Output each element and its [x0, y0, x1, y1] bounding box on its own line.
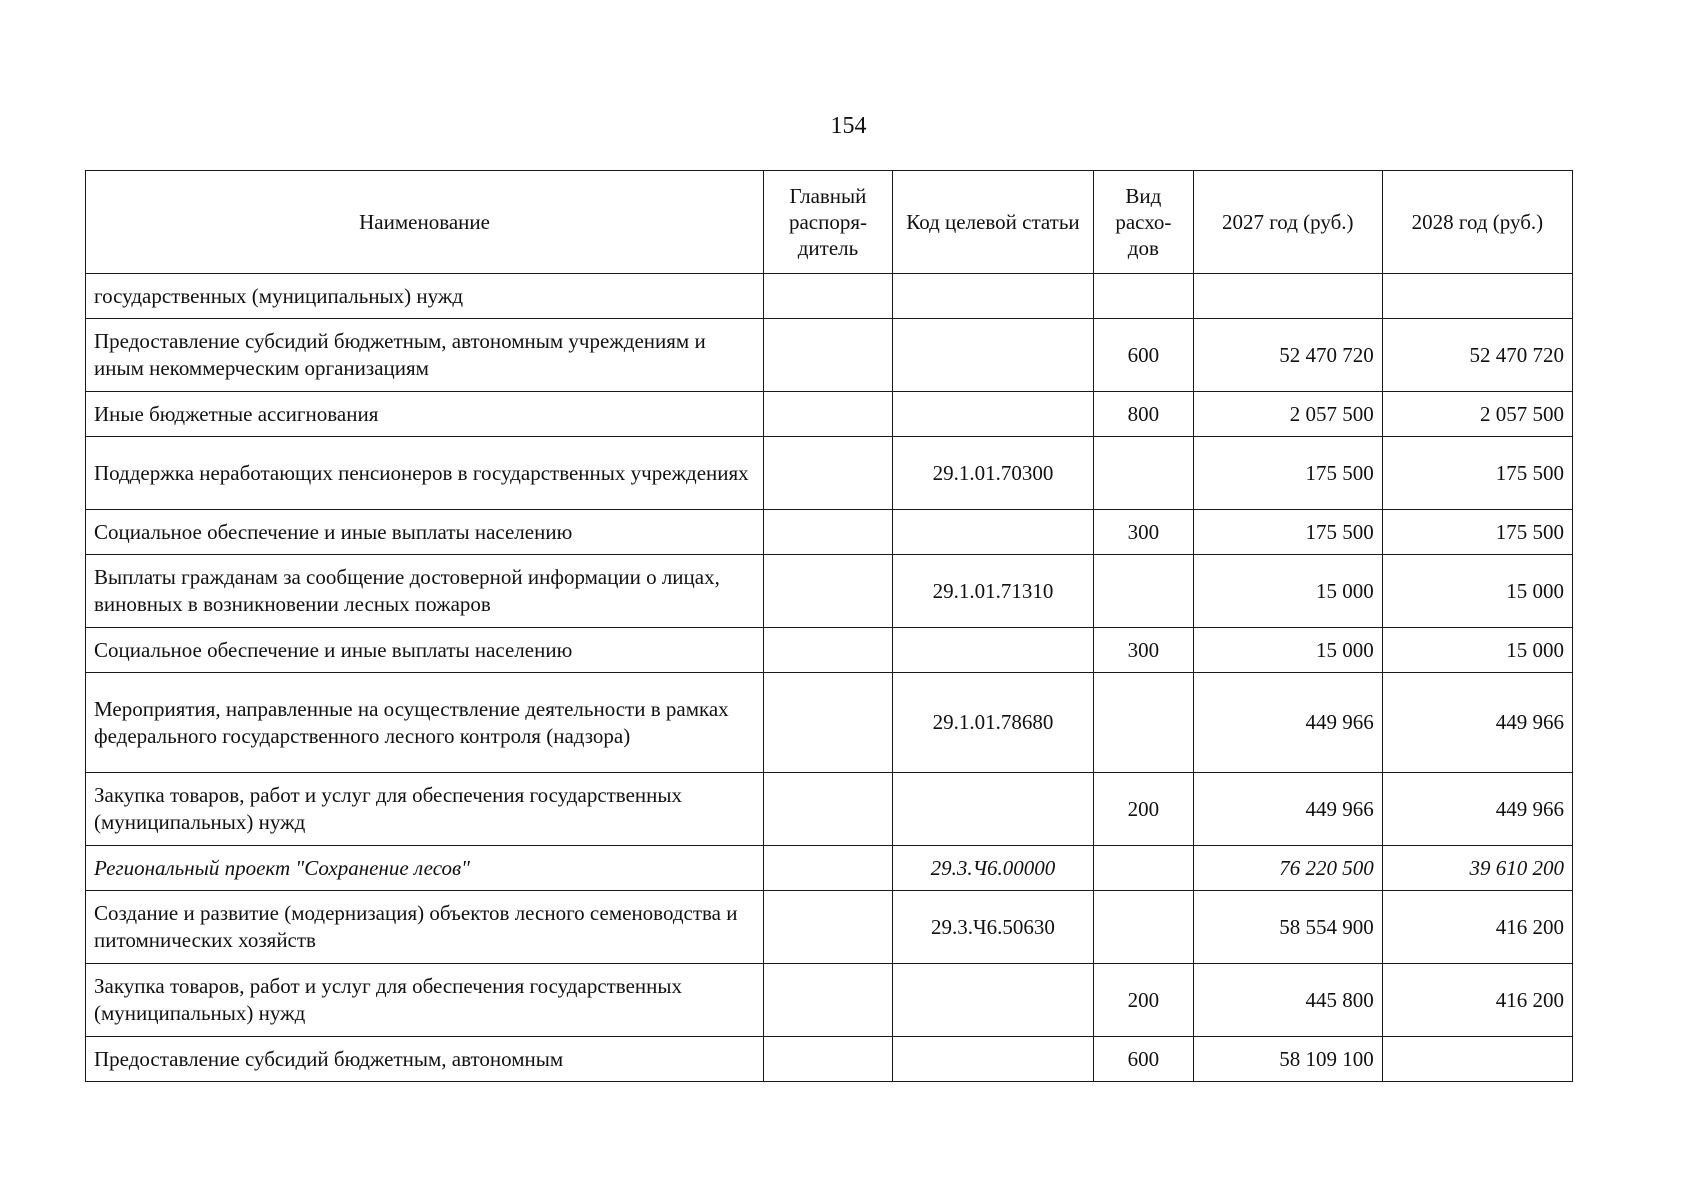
cell-kind: [1094, 891, 1194, 964]
cell-2028: 15 000: [1382, 628, 1572, 673]
cell-code: [892, 1037, 1093, 1082]
cell-manager: [764, 437, 893, 510]
header-name: Наименование: [86, 171, 764, 274]
cell-manager: [764, 891, 893, 964]
cell-2027: 15 000: [1193, 628, 1382, 673]
cell-code: [892, 392, 1093, 437]
cell-2028: 416 200: [1382, 891, 1572, 964]
cell-kind: [1094, 673, 1194, 773]
cell-name: Закупка товаров, работ и услуг для обеспечения государственных (муниципальных) нужд: [86, 773, 764, 846]
table-row: [86, 392, 1573, 437]
table-body: [86, 274, 1573, 1082]
cell-manager: [764, 1037, 893, 1082]
table-row: [86, 673, 1573, 773]
cell-kind: 600: [1094, 319, 1194, 392]
cell-manager: [764, 628, 893, 673]
cell-2027: 449 966: [1193, 673, 1382, 773]
cell-2027: 15 000: [1193, 555, 1382, 628]
cell-kind: 300: [1094, 510, 1194, 555]
cell-manager: [764, 510, 893, 555]
cell-2028: 449 966: [1382, 773, 1572, 846]
header-kind: Вид расхо-дов: [1094, 171, 1194, 274]
cell-code: [892, 274, 1093, 319]
table-row: [86, 964, 1573, 1037]
cell-kind: 800: [1094, 392, 1194, 437]
cell-name: Предоставление субсидий бюджетным, автономным учреждениям и иным некоммерческим организациям: [86, 319, 764, 392]
cell-2027: 449 966: [1193, 773, 1382, 846]
cell-2027: [1193, 274, 1382, 319]
cell-kind: 300: [1094, 628, 1194, 673]
cell-name: Мероприятия, направленные на осуществление деятельности в рамках федерального государственного лесного контроля (надзора): [86, 673, 764, 773]
cell-name: государственных (муниципальных) нужд: [86, 274, 764, 319]
cell-code: 29.3.Ч6.50630: [892, 891, 1093, 964]
cell-kind: 600: [1094, 1037, 1194, 1082]
cell-2027: 2 057 500: [1193, 392, 1382, 437]
cell-name: Социальное обеспечение и иные выплаты населению: [86, 510, 764, 555]
cell-name: Иные бюджетные ассигнования: [86, 392, 764, 437]
cell-manager: [764, 392, 893, 437]
table-row: [86, 773, 1573, 846]
table-row: [86, 319, 1573, 392]
header-manager: Главный распоря-дитель: [764, 171, 893, 274]
header-2028: 2028 год (руб.): [1382, 171, 1572, 274]
cell-2028: 39 610 200: [1382, 846, 1572, 891]
cell-kind: [1094, 846, 1194, 891]
cell-2027: 175 500: [1193, 437, 1382, 510]
header-code: Код целевой статьи: [892, 171, 1093, 274]
cell-manager: [764, 555, 893, 628]
cell-2028: 416 200: [1382, 964, 1572, 1037]
cell-2027: 175 500: [1193, 510, 1382, 555]
cell-2027: 52 470 720: [1193, 319, 1382, 392]
cell-2027: 58 554 900: [1193, 891, 1382, 964]
cell-manager: [764, 846, 893, 891]
cell-code: [892, 964, 1093, 1037]
cell-2028: [1382, 274, 1572, 319]
cell-kind: [1094, 555, 1194, 628]
cell-manager: [764, 964, 893, 1037]
cell-kind: 200: [1094, 773, 1194, 846]
table-row: [86, 437, 1573, 510]
cell-name: Создание и развитие (модернизация) объектов лесного семеноводства и питомнических хозяйств: [86, 891, 764, 964]
budget-table: [85, 170, 1573, 1082]
table-row: [86, 1037, 1573, 1082]
table-row: [86, 891, 1573, 964]
cell-kind: 200: [1094, 964, 1194, 1037]
cell-name: Выплаты гражданам за сообщение достоверной информации о лицах, виновных в возникновении лесных пожаров: [86, 555, 764, 628]
table-row: [86, 846, 1573, 891]
table-row: [86, 510, 1573, 555]
table-header-row: [86, 171, 1573, 274]
cell-name: Предоставление субсидий бюджетным, автономным: [86, 1037, 764, 1082]
cell-2028: 15 000: [1382, 555, 1572, 628]
cell-code: 29.1.01.71310: [892, 555, 1093, 628]
cell-kind: [1094, 274, 1194, 319]
cell-2028: 175 500: [1382, 510, 1572, 555]
table-row: [86, 555, 1573, 628]
cell-code: [892, 319, 1093, 392]
cell-manager: [764, 274, 893, 319]
cell-manager: [764, 319, 893, 392]
cell-code: [892, 773, 1093, 846]
cell-2027: 58 109 100: [1193, 1037, 1382, 1082]
cell-code: 29.1.01.70300: [892, 437, 1093, 510]
cell-2028: 175 500: [1382, 437, 1572, 510]
cell-2027: 445 800: [1193, 964, 1382, 1037]
cell-name: Социальное обеспечение и иные выплаты населению: [86, 628, 764, 673]
cell-name: Закупка товаров, работ и услуг для обеспечения государственных (муниципальных) нужд: [86, 964, 764, 1037]
cell-manager: [764, 773, 893, 846]
page-number: 154: [830, 113, 867, 139]
cell-name: Региональный проект "Сохранение лесов": [86, 846, 764, 891]
table-row: [86, 274, 1573, 319]
cell-2028: [1382, 1037, 1572, 1082]
cell-2027: 76 220 500: [1193, 846, 1382, 891]
cell-code: [892, 510, 1093, 555]
cell-code: 29.1.01.78680: [892, 673, 1093, 773]
table-row: [86, 628, 1573, 673]
cell-2028: 449 966: [1382, 673, 1572, 773]
cell-kind: [1094, 437, 1194, 510]
cell-name: Поддержка неработающих пенсионеров в государственных учреждениях: [86, 437, 764, 510]
cell-code: [892, 628, 1093, 673]
cell-code: 29.3.Ч6.00000: [892, 846, 1093, 891]
cell-2028: 52 470 720: [1382, 319, 1572, 392]
cell-2028: 2 057 500: [1382, 392, 1572, 437]
cell-manager: [764, 673, 893, 773]
header-2027: 2027 год (руб.): [1193, 171, 1382, 274]
